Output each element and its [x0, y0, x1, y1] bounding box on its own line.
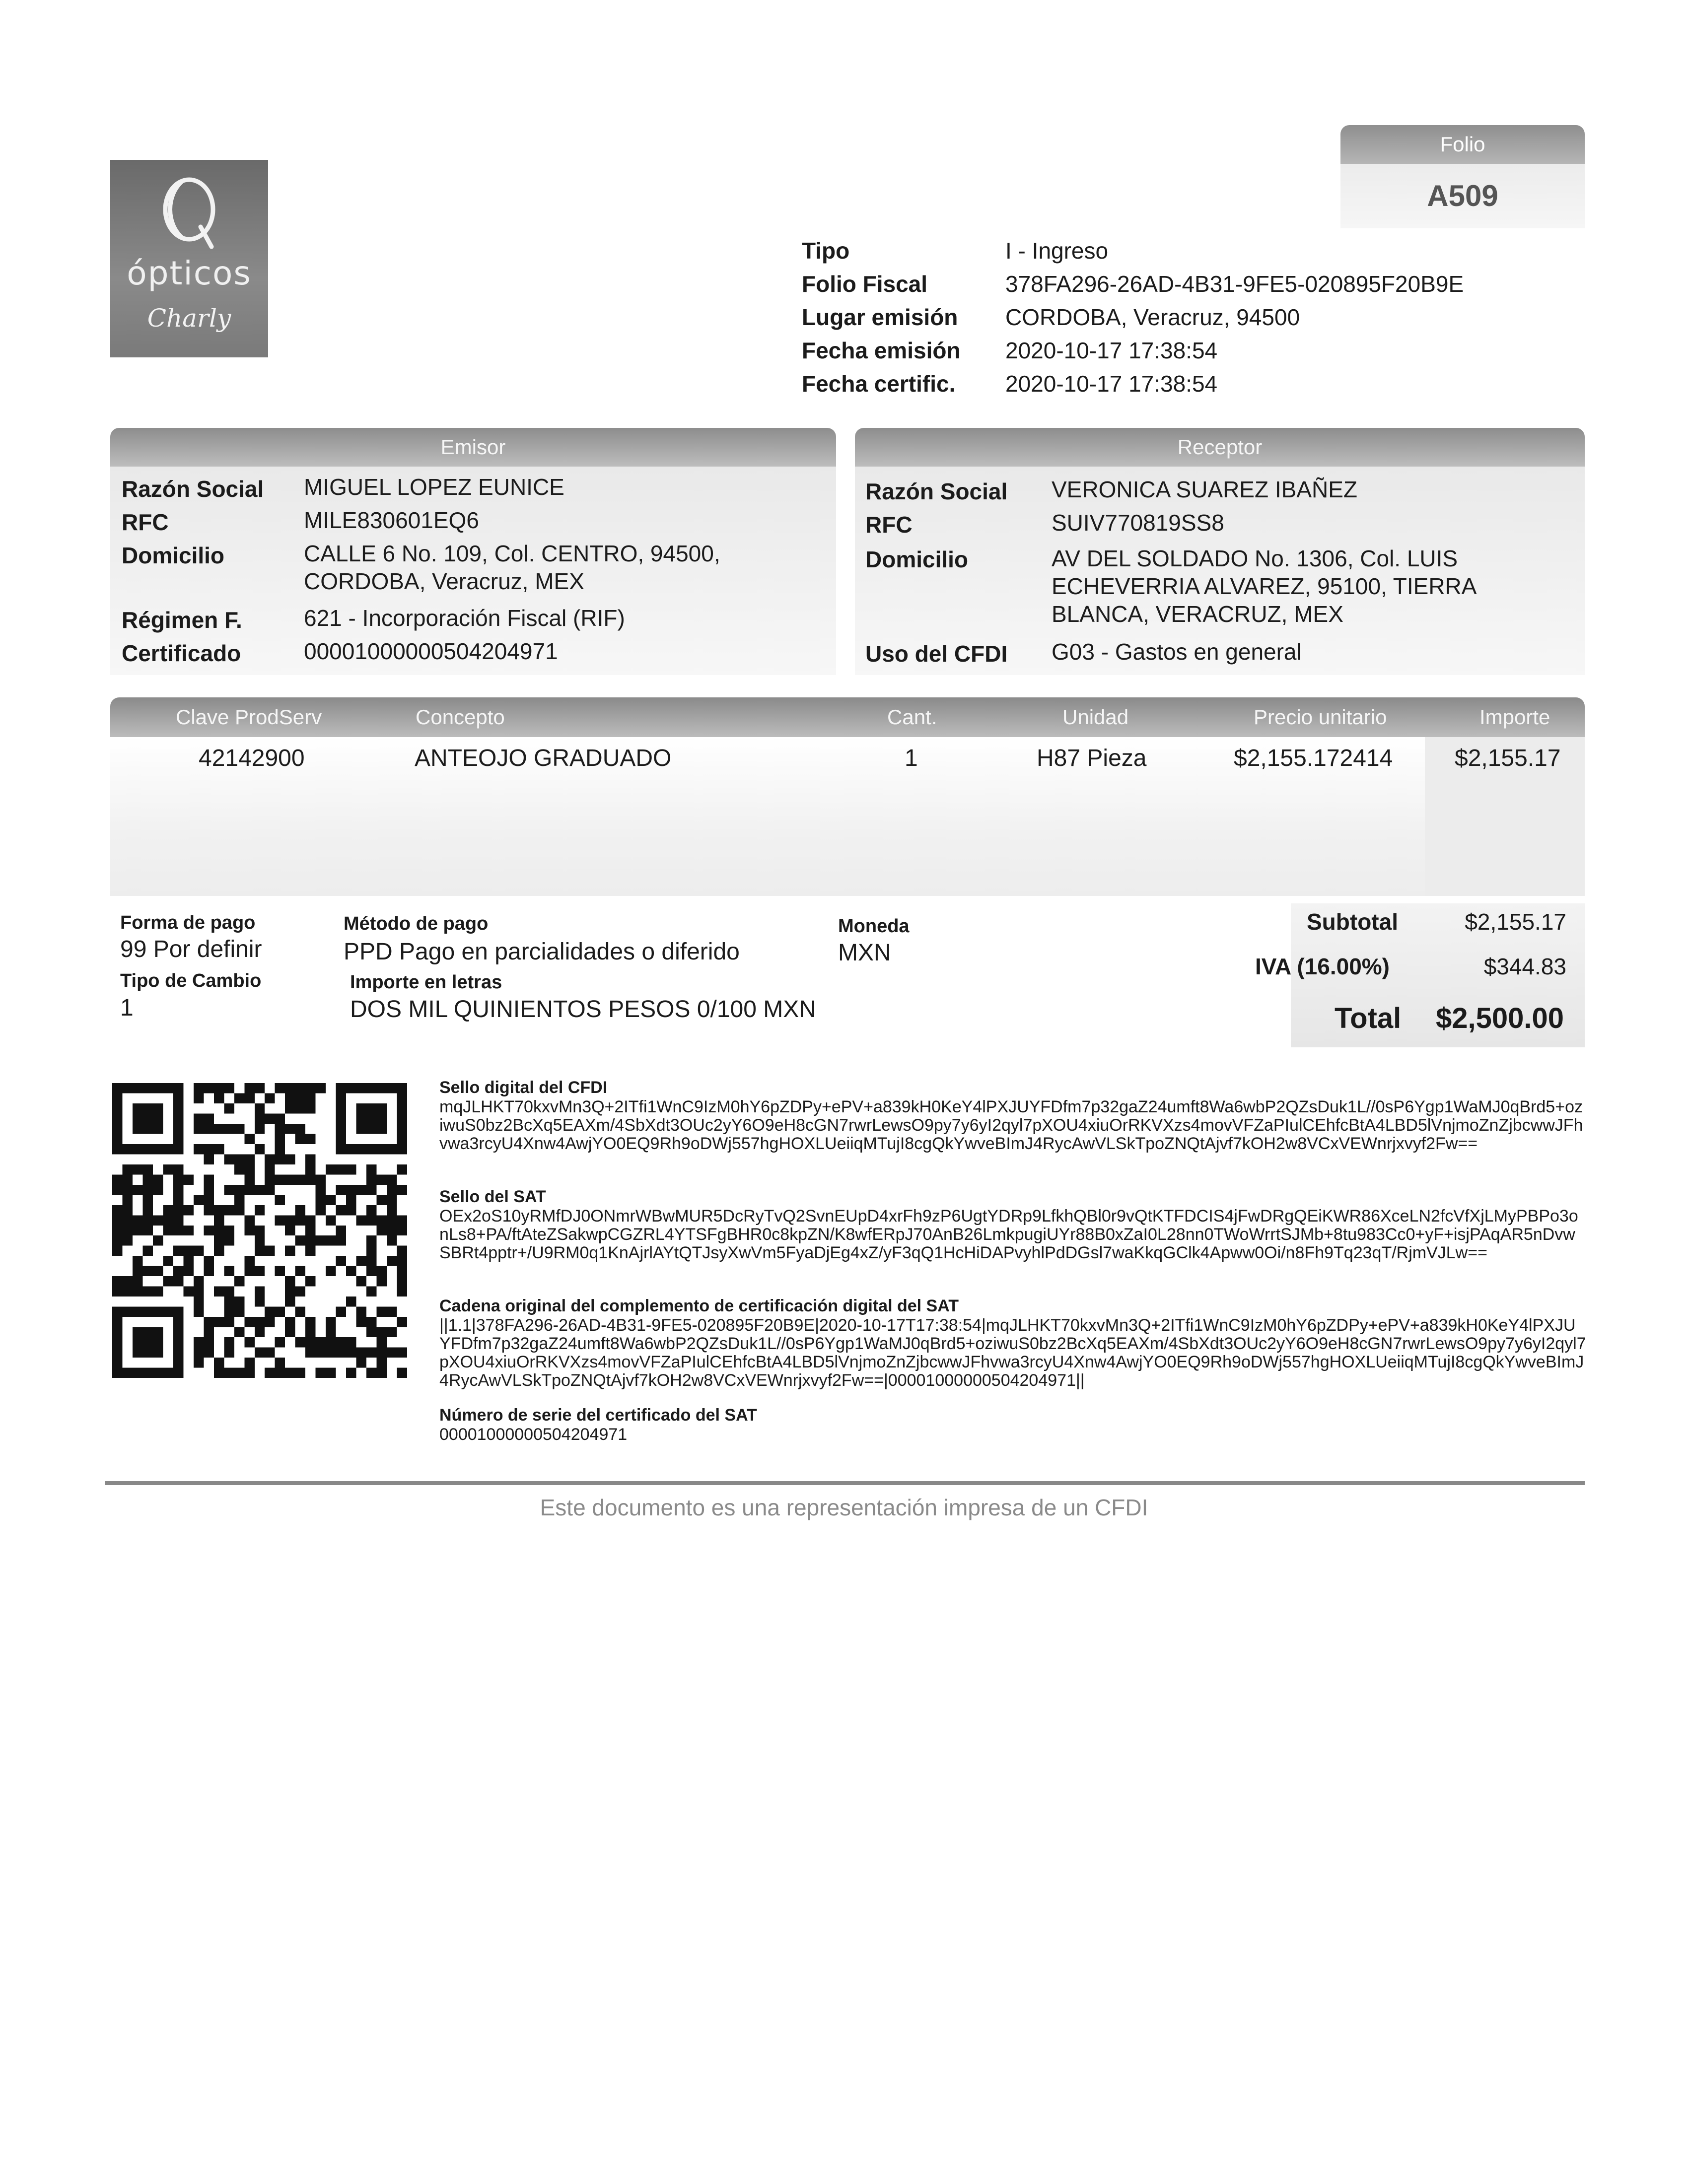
receptor-razon-value: VERONICA SUAREZ IBAÑEZ: [1052, 477, 1358, 502]
row-importe: $2,155.17: [1455, 745, 1561, 771]
row-concepto: ANTEOJO GRADUADO: [415, 745, 672, 771]
folio-value: A509: [1340, 164, 1585, 228]
emisor-certificado-value: 00001000000504204971: [304, 638, 558, 664]
receptor-rfc-value: SUIV770819SS8: [1052, 510, 1224, 536]
emisor-regimen-label: Régimen F.: [122, 607, 242, 633]
logo-emblem-icon: [156, 175, 222, 249]
receptor-rfc-label: RFC: [865, 512, 913, 538]
forma-pago-label: Forma de pago: [120, 912, 256, 933]
emisor-header: Emisor: [110, 428, 836, 467]
cadena-original-label: Cadena original del complemento de certificación digital del SAT: [439, 1297, 959, 1315]
emisor-domicilio-line2: CORDOBA, Veracruz, MEX: [304, 568, 584, 594]
receptor-domicilio-line2: ECHEVERRIA ALVAREZ, 95100, TIERRA: [1052, 573, 1477, 599]
receptor-domicilio-line1: AV DEL SOLDADO No. 1306, Col. LUIS: [1052, 546, 1458, 571]
col-unidad: Unidad: [1062, 705, 1129, 729]
subtotal-label: Subtotal: [1307, 909, 1398, 935]
tipo-cambio-label: Tipo de Cambio: [120, 970, 262, 991]
footer-divider: [105, 1481, 1585, 1485]
emisor-certificado-label: Certificado: [122, 640, 241, 666]
moneda-value: MXN: [838, 940, 891, 966]
row-cantidad: 1: [905, 745, 918, 771]
logo-signature-text: Charly: [147, 304, 231, 333]
cadena-original-value: ||1.1|378FA296-26AD-4B31-9FE5-020895F20B9E|2020-10-17T17:38:54|mqJLHKT70kxvMn3Q+2ITfi1WnC9IzM0hY6pZDPy+ePV+a839kH0KeY4lPXJUYFDfm7p32gaZ24umft8Wa6wbP2QZsDuk1L//0sP6Ygp1WaMJ0qBrd5+oziwuS0bz2BcXq5EAXm/4SbXdt3OUc2yY6O9eH8cGN7rwrLewsO9py7y6yI2qyl7pXOU4xiuOrRKVXzs4movVFZaPIulCEhfcBtA4LBD5lVnjmoZnZjbcwwJFhvwa3rcyU4Xnw4AwjYO0EQ9Rh9oDWj557hgHOXLUeiiqMTujI8cgQkYwveBImJ4RycAwVLSkTpoZNQtAjvf7kOH2w8VCxVEWnrjxvyf2Fw==|00001000000504204971||: [439, 1316, 1586, 1390]
col-concepto: Concepto: [416, 705, 505, 729]
tipo-label: Tipo: [802, 238, 850, 264]
receptor-uso-cfdi-value: G03 - Gastos en general: [1052, 639, 1302, 665]
metodo-pago-value: PPD Pago en parcialidades o diferido: [344, 939, 740, 965]
metodo-pago-label: Método de pago: [344, 913, 489, 934]
folio-label: Folio: [1340, 125, 1585, 164]
iva-label: IVA (16.00%): [1255, 954, 1390, 979]
logo-brand-text: ópticos: [127, 254, 252, 292]
total-label: Total: [1335, 1002, 1402, 1034]
footer-note: Este documento es una representación impresa de un CFDI: [540, 1495, 1148, 1520]
emisor-domicilio-label: Domicilio: [122, 543, 225, 568]
lugar-emision-value: CORDOBA, Veracruz, 94500: [1005, 304, 1300, 330]
sello-cfdi-value: mqJLHKT70kxvMn3Q+2ITfi1WnC9IzM0hY6pZDPy+ePV+a839kH0KeY4lPXJUYFDfm7p32gaZ24umft8Wa6wbP2QZsDuk1L//0sP6Ygp1WaMJ0qBrd5+oziwuS0bz2BcXq5EAXm/4SbXdt3OUc2yY6O9eH8cGN7rwrLewsO9py7y6yI2qyl7pXOU4xiuOrRKVXzs4movVFZaPIulCEhfcBtA4LBD5lVnjmoZnZjbcwwJFhvwa3rcyU4Xnw4AwjYO0EQ9Rh9oDWj557hgHOXLUeiiqMTujI8cgQkYwveBImJ4RycAwVLSkTpoZNQtAjvf7kOH2w8VCxVEWnrjxvyf2Fw==: [439, 1097, 1583, 1153]
fecha-emision-value: 2020-10-17 17:38:54: [1005, 338, 1218, 363]
qr-code: [112, 1083, 407, 1378]
emisor-razon-value: MIGUEL LOPEZ EUNICE: [304, 474, 564, 500]
folio-fiscal-value: 378FA296-26AD-4B31-9FE5-020895F20B9E: [1005, 271, 1464, 297]
importe-letras-value: DOS MIL QUINIENTOS PESOS 0/100 MXN: [350, 996, 816, 1023]
iva-value: $344.83: [1483, 954, 1566, 979]
sello-sat-value: OEx2oS10yRMfDJ0ONmrWBwMUR5DcRyTvQ2SvnEUpD4xrFh9zP6UgtYDRp9LfkhQBl0r9vQtKTFDCIS4jFwDRgQEiKWR86XceLN2fcVfXjLMyPBPo3onLs8+PA/ftAteZSakwpCGZRL4YTSFgBHR0c8kpZN/K8wfERpJ70AnB26LmkpugiUYr88B0xZaI0L28nn0TWoWrrtSJMb+8tu983Cc0+yF+isjPAqAR5nDvwSBRt4pptr+/U9RM0q1KnAjrlAYtQTJsyXwVm5FyaDjEg4xZ/yF3qQ1HcHiDAPvyhlPdDGsl7waKkqGClk4Apww0Oi/n8Fh9Tq23qT/RjmVJLw==: [439, 1207, 1578, 1262]
moneda-label: Moneda: [838, 916, 910, 937]
fecha-certificacion-label: Fecha certific.: [802, 371, 956, 397]
subtotal-value: $2,155.17: [1465, 909, 1566, 935]
row-clave-prodserv: 42142900: [199, 745, 305, 771]
emisor-domicilio-line1: CALLE 6 No. 109, Col. CENTRO, 94500,: [304, 541, 720, 566]
col-importe: Importe: [1479, 705, 1550, 729]
emisor-rfc-label: RFC: [122, 509, 169, 535]
items-table-header: [110, 697, 1585, 737]
emisor-rfc-value: MILE830601EQ6: [304, 507, 479, 533]
fecha-emision-label: Fecha emisión: [802, 338, 961, 363]
company-logo: [110, 160, 268, 357]
receptor-razon-label: Razón Social: [865, 478, 1008, 504]
forma-pago-value: 99 Por definir: [120, 936, 262, 962]
numero-serie-label: Número de serie del certificado del SAT: [439, 1406, 757, 1425]
col-precio-unitario: Precio unitario: [1254, 705, 1387, 729]
emisor-razon-label: Razón Social: [122, 476, 264, 502]
total-value: $2,500.00: [1435, 1002, 1564, 1034]
tipo-cambio-value: 1: [120, 995, 134, 1021]
tipo-value: I - Ingreso: [1005, 238, 1109, 264]
receptor-header: Receptor: [855, 428, 1585, 467]
sello-sat-label: Sello del SAT: [439, 1187, 546, 1206]
row-unidad: H87 Pieza: [1037, 745, 1147, 771]
receptor-domicilio-line3: BLANCA, VERACRUZ, MEX: [1052, 601, 1343, 627]
receptor-domicilio-label: Domicilio: [865, 546, 969, 572]
col-clave-prodserv: Clave ProdServ: [176, 705, 322, 729]
folio-fiscal-label: Folio Fiscal: [802, 271, 928, 297]
lugar-emision-label: Lugar emisión: [802, 304, 958, 330]
receptor-uso-cfdi-label: Uso del CFDI: [865, 641, 1008, 667]
col-cantidad: Cant.: [887, 705, 937, 729]
fecha-certificacion-value: 2020-10-17 17:38:54: [1005, 371, 1218, 397]
sello-cfdi-label: Sello digital del CFDI: [439, 1078, 608, 1097]
row-precio-unitario: $2,155.172414: [1234, 745, 1393, 771]
emisor-regimen-value: 621 - Incorporación Fiscal (RIF): [304, 605, 625, 631]
numero-serie-value: 00001000000504204971: [439, 1425, 628, 1444]
importe-letras-label: Importe en letras: [350, 972, 502, 993]
